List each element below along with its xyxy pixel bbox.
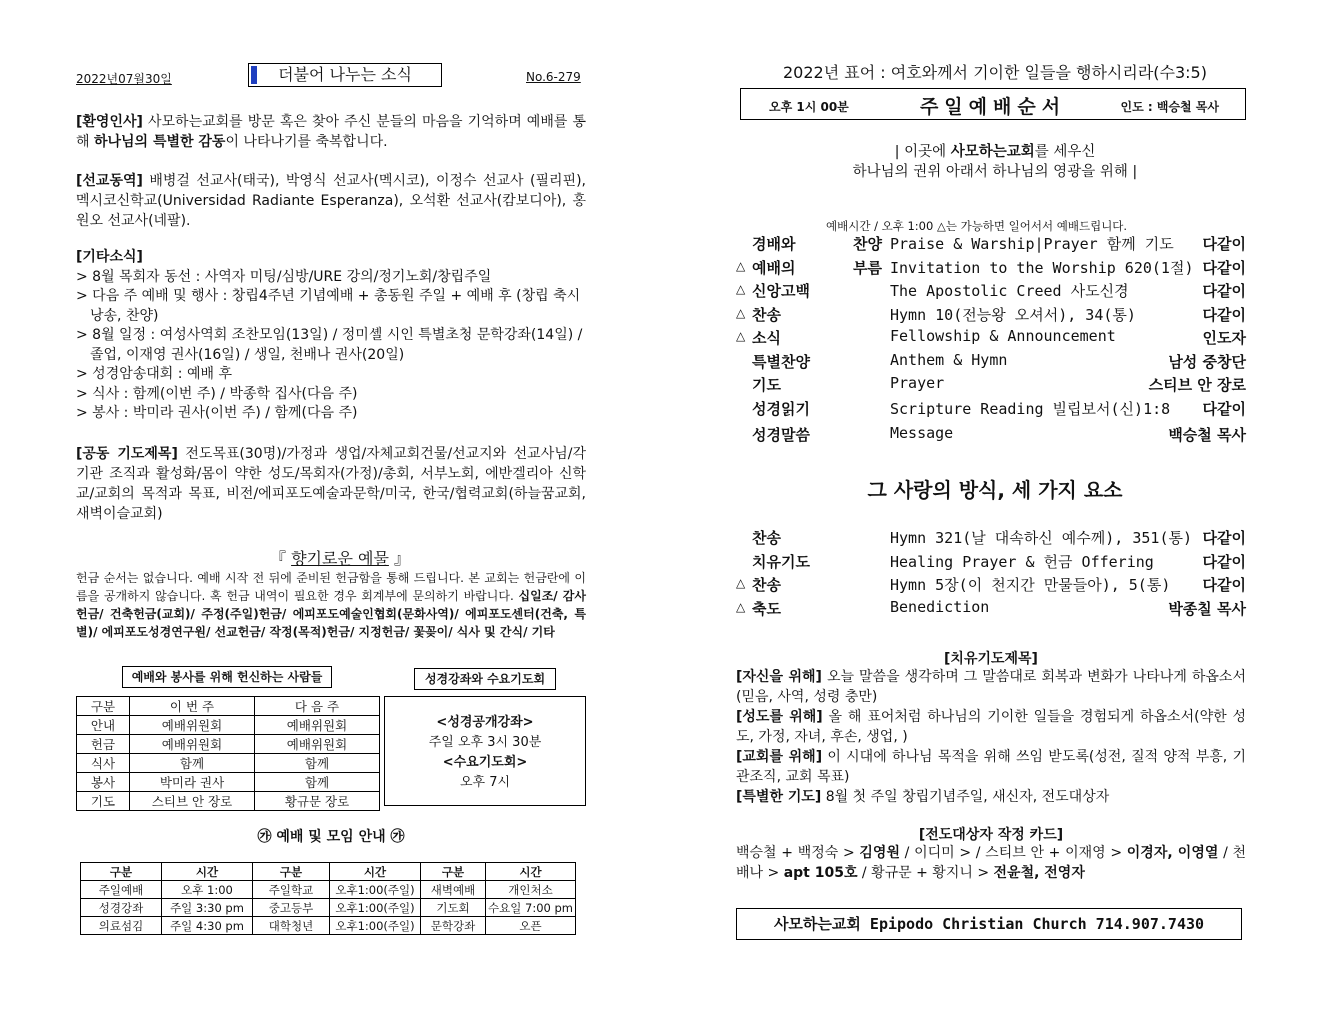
- worship-order-name: 기도: [752, 376, 781, 394]
- worship-order-row: [736, 257, 1246, 280]
- healing-label: [교회를 위해]: [736, 749, 823, 765]
- table-cell: 새벽예배: [421, 881, 486, 899]
- worship-stand-mark: △: [736, 305, 746, 320]
- table-cell: 함께: [255, 773, 380, 792]
- prayer-label: [공동 기도제목]: [76, 446, 178, 462]
- table-cell: 예배위원회: [255, 716, 380, 735]
- table-cell: 수요일 7:00 pm: [486, 899, 576, 917]
- worship-order-leader: 다같이: [1202, 258, 1246, 277]
- offering-types: 십일조/ 감사헌금/ 건축헌금(교회)/ 주정(주일)헌금/ 에피포도예술인협회(문화사역)/ 에피포도센터(건축, 특별)/ 에피포도성경연구원/ 선교헌금/ 작정(목적)헌금/ 지정헌금/ 꽃꽂이/ 식사 및 간식/ 기타: [76, 589, 586, 639]
- card-text: / 황규문 + 황지니 >: [857, 865, 994, 881]
- evangelism-card: [736, 843, 1246, 883]
- verse1-church: 사모하는교회: [950, 144, 1035, 160]
- healing-item: [736, 787, 1246, 807]
- worship-order-row: [736, 374, 1246, 397]
- worship-order-leader: 다같이: [1202, 235, 1246, 253]
- worship-order-leader: 백승철 목사: [1168, 426, 1246, 444]
- wednesday-prayer-title: <수요기도회>: [442, 755, 528, 770]
- bible-label: 성경강좌와 수요기도회: [414, 668, 556, 690]
- mission-section: [76, 171, 586, 231]
- worship-order-leader: 다같이: [1202, 552, 1246, 571]
- other-news-label: [기타소식]: [76, 249, 143, 265]
- table-header: 이 번 주: [130, 697, 255, 716]
- worship-order-name: 찬송: [752, 576, 781, 594]
- table-row: [77, 754, 380, 773]
- table-row: [81, 917, 576, 935]
- card-title: [전도대상자 작정 카드]: [918, 827, 1064, 843]
- worship-order-leader: 다같이: [1202, 576, 1246, 594]
- worship-order-leader: 다같이: [1202, 399, 1246, 418]
- worship-order-name: 신앙고백: [752, 282, 810, 300]
- worship-order-row: [736, 280, 1246, 303]
- verse1-start: | 이곳에: [894, 144, 951, 160]
- worship-order-name: 소식: [752, 329, 781, 347]
- wednesday-prayer-time: 오후 7시: [459, 775, 511, 790]
- table-cell: 오후1:00(주일): [330, 917, 421, 935]
- worship-order-leader: 다같이: [1202, 282, 1246, 300]
- table-row: [81, 881, 576, 899]
- worship-order-name: 찬송: [752, 305, 781, 324]
- prayer-text: 전도목표(30명)/가정과 생업/자체교회건물/선교지와 선교사님/각 기관 조직과 활성화/몸이 약한 성도/목회자(가정)/총회, 서부노회, 에반겔리아 신학교/교회의 목적과 목표, 비전/에피포도예술과문학/미국, 한국/협력교회(하늘꿈교회, 새벽이슬교회): [76, 446, 586, 522]
- card-target: 김영원: [859, 845, 900, 861]
- table-cell: 기도: [77, 792, 130, 811]
- worship-stand-mark: △: [736, 258, 746, 273]
- worship-order-desc: Invitation to the Worship 620(1절): [890, 258, 1194, 277]
- table-cell: 식사: [77, 754, 130, 773]
- worship-order-row: [736, 398, 1246, 421]
- healing-text: 오늘 말씀을 생각하며 그 말씀대로 회복과 변화가 나타나게 하옵소서(믿음, 사역, 성령 충만): [736, 669, 1246, 705]
- meetings-table: [80, 862, 576, 935]
- table-cell: 황규문 장로: [255, 792, 380, 811]
- table-cell: 오후1:00(주일): [330, 899, 421, 917]
- healing-text: 이 시대에 하나님 목적을 위해 쓰임 받도록(성전, 질적 양적 부흥, 기관조직, 교회 목표): [736, 749, 1246, 785]
- table-cell: 함께: [255, 754, 380, 773]
- issue-number: No.6-279: [526, 70, 581, 84]
- welcome-section: [76, 112, 586, 152]
- table-cell: 오후1:00(주일): [330, 881, 421, 899]
- worship-order-row: [736, 351, 1246, 374]
- bible-lecture-title: <성경공개강좌>: [436, 715, 534, 730]
- healing-text: 8월 첫 주일 창립기념주일, 새신자, 전도대상자: [821, 789, 1110, 805]
- worship-order-desc: Benediction: [890, 597, 990, 616]
- table-cell: 기도회: [421, 899, 486, 917]
- list-item: > 8월 목회자 동선 : 사역자 미팅/심방/URE 강의/정기노회/창립주일: [76, 268, 492, 285]
- worship-order-desc: Praise & Warship|Prayer 함께 기도: [890, 235, 1174, 253]
- worship-order-name: 성경읽기: [752, 399, 810, 418]
- worship-order-name: 찬송: [752, 529, 781, 547]
- list-item: > 식사 : 함께(이번 주) / 박종학 집사(다음 주): [76, 385, 358, 402]
- healing-item: [736, 747, 1246, 787]
- card-text: / 천배나 >: [736, 845, 1247, 881]
- table-cell: 박미라 권사: [130, 773, 255, 792]
- healing-item: [736, 707, 1246, 747]
- bible-study-box: [384, 696, 586, 806]
- table-cell: 예배위원회: [130, 716, 255, 735]
- worship-title: 주일예배순서: [919, 96, 1067, 118]
- table-cell: 주일 4:30 pm: [162, 917, 253, 935]
- servers-label: 예배와 봉사를 위해 헌신하는 사람들: [122, 666, 332, 688]
- worship-order-row: [736, 527, 1246, 550]
- worship-order-name: 치유기도: [752, 552, 810, 571]
- table-cell: 안내: [77, 716, 130, 735]
- welcome-text1: 사모하는교회를 방문 혹은 찾아 주신 분들의 마음을 기억하며 예배를 통해: [76, 114, 586, 150]
- worship-order-row: [736, 551, 1246, 574]
- worship-order-row: [736, 598, 1246, 621]
- worship-order-desc: Anthem & Hymn: [890, 350, 1008, 369]
- welcome-text2: 이 나타나기를 축복합니다.: [225, 134, 388, 150]
- worship-order-leader: 다같이: [1202, 529, 1246, 547]
- worship-stand-mark: △: [736, 282, 746, 296]
- table-header: 구분: [253, 863, 330, 881]
- prayer-section: [76, 444, 586, 524]
- news-title-box: [248, 63, 442, 87]
- offering-text: [76, 569, 586, 641]
- mission-label: [선교동역]: [76, 173, 143, 189]
- worship-order-leader: 박종칠 목사: [1168, 599, 1246, 618]
- table-cell: 봉사: [77, 773, 130, 792]
- table-cell: 주일 3:30 pm: [162, 899, 253, 917]
- list-item: > 봉사 : 박미라 권사(이번 주) / 함께(다음 주): [76, 405, 358, 421]
- worship-order-row: [736, 574, 1246, 597]
- worship-order-row: [736, 327, 1246, 350]
- table-cell: 의료섬김: [81, 917, 162, 935]
- offering-bracket-open: 『: [269, 549, 286, 568]
- meetings-title: ㉮ 예배 및 모임 안내 ㉮: [257, 829, 405, 845]
- worship-order-leader: 스티브 안 장로: [1148, 376, 1246, 394]
- table-cell: 중고등부: [253, 899, 330, 917]
- table-cell: 문학강좌: [421, 917, 486, 935]
- table-header-row: [77, 697, 380, 716]
- table-cell: 주일학교: [253, 881, 330, 899]
- table-cell: 함께: [130, 754, 255, 773]
- healing-label: [특별한 기도]: [736, 789, 822, 805]
- worship-order-name: 경배와 찬양: [752, 235, 882, 253]
- table-cell: 대학청년: [253, 917, 330, 935]
- verse-line-1: [740, 140, 1250, 161]
- servers-table: [76, 696, 380, 811]
- table-header: 구분: [421, 863, 486, 881]
- bulletin-date: 2022년07월30일: [76, 72, 172, 86]
- table-row: [77, 716, 380, 735]
- card-text: 백승철 + 백정숙 >: [736, 845, 860, 861]
- table-cell: 성경강좌: [81, 899, 162, 917]
- worship-order-row: [736, 233, 1246, 256]
- year-motto: 2022년 표어 : 여호와께서 기이한 일들을 행하시리라(수3:5): [783, 63, 1207, 82]
- table-row: [77, 735, 380, 754]
- healing-label: [성도를 위해]: [736, 709, 823, 725]
- welcome-bold: 하나님의 특별한 감동: [93, 134, 226, 150]
- list-item: > 8월 일정 : 여성사역회 조찬모임(13일) / 정미셸 시인 특별초청 문학강좌(14일) / 졸업, 이재영 권사(16일) / 생일, 천배나 권사(20일): [76, 327, 583, 363]
- worship-stand-mark: △: [736, 599, 746, 614]
- bible-lecture-time: 주일 오후 3시 30분: [428, 735, 542, 750]
- table-header: 구분: [81, 863, 162, 881]
- title-accent-bar: [251, 66, 257, 84]
- card-target: 전윤철, 전영자: [993, 865, 1085, 881]
- news-title: 더불어 나누는 소식: [278, 65, 412, 84]
- offering-title: [240, 546, 440, 569]
- welcome-label: [환영인사]: [76, 114, 143, 130]
- card-target: 이경자, 이영열: [1126, 845, 1219, 861]
- worship-order-desc: Fellowship & Announcement: [890, 327, 1116, 345]
- mission-text: 배병걸 선교사(태국), 박영식 선교사(멕시코), 이정수 선교사 (필리핀), 멕시코신학교(Universidad Radiante Esperanza), 오석환 선교사(캄보디아), 홍원오 선교사(네팔).: [76, 173, 586, 229]
- card-text: / 이디미 > / 스티브 안 + 이재영 >: [899, 845, 1127, 861]
- worship-order-leader: 인도자: [1202, 329, 1246, 347]
- worship-order-desc: Hymn 10(전능왕 오셔서), 34(통): [890, 305, 1136, 324]
- offering-desc: 헌금 순서는 없습니다. 예배 시작 전 뒤에 준비된 헌금함을 통해 드립니다. 본 교회는 헌금란에 이름을 공개하지 않습니다. 혹 헌금 내역이 필요한 경우 회계부에 문의하기 바랍니다.: [76, 571, 586, 603]
- healing-title: [치유기도제목]: [944, 651, 1038, 667]
- list-item: > 성경암송대회 : 예배 후: [76, 366, 232, 382]
- table-row: [81, 899, 576, 917]
- table-cell: 예배위원회: [255, 735, 380, 754]
- worship-note: 예배시간 / 오후 1:00 △는 가능하면 일어서서 예배드립니다.: [826, 219, 1128, 233]
- table-header: 시간: [486, 863, 576, 881]
- table-row: [77, 773, 380, 792]
- worship-stand-mark: △: [736, 576, 746, 590]
- list-item: > 다음 주 예배 및 행사 : 창립4주년 기념예배 + 총동원 주일 + 예배 후 (창립 축시낭송, 찬양): [76, 288, 581, 324]
- worship-order-desc: The Apostolic Creed 사도신경: [890, 282, 1129, 300]
- sermon-title: 그 사랑의 방식, 세 가지 요소: [867, 478, 1123, 502]
- table-cell: 스티브 안 장로: [130, 792, 255, 811]
- offering-title-text: 향기로운 예물: [291, 549, 389, 568]
- healing-label: [자신을 위해]: [736, 669, 822, 685]
- verse1-end: 를 세우신: [1034, 144, 1096, 160]
- worship-order-desc: Scripture Reading 빌립보서(신)1:8: [890, 399, 1171, 418]
- table-cell: 헌금: [77, 735, 130, 754]
- verse-line-2: 하나님의 권위 아래서 하나님의 영광을 위해 |: [852, 164, 1138, 180]
- worship-time: 오후 1시 00분: [769, 100, 849, 114]
- worship-order-row: [736, 304, 1246, 327]
- worship-header-box: [740, 88, 1246, 120]
- worship-order-name: 성경말씀: [752, 426, 810, 444]
- table-cell: 주일예배: [81, 881, 162, 899]
- worship-leader: 인도 : 백승철 목사: [1120, 100, 1219, 114]
- healing-item: [736, 667, 1246, 707]
- card-target: apt 105호: [783, 865, 858, 881]
- worship-order-desc: Hymn 5장(이 천지간 만물들아), 5(통): [890, 576, 1171, 594]
- worship-order-leader: 남성 중창단: [1168, 352, 1246, 371]
- worship-order-leader: 다같이: [1202, 305, 1246, 324]
- table-cell: 오후 1:00: [162, 881, 253, 899]
- worship-order-row: [736, 424, 1246, 447]
- worship-order-name: 특별찬양: [752, 352, 810, 371]
- table-header-row: [81, 863, 576, 881]
- healing-prayers: [736, 667, 1246, 807]
- offering-bracket-close: 』: [394, 549, 411, 568]
- table-header: 다 음 주: [255, 697, 380, 716]
- worship-order-desc: Message: [890, 424, 954, 442]
- table-cell: 개인처소: [486, 881, 576, 899]
- table-cell: 예배위원회: [130, 735, 255, 754]
- worship-order-desc: Prayer: [890, 374, 945, 392]
- table-cell: 오픈: [486, 917, 576, 935]
- healing-text: 올 해 표어처럼 하나님의 기이한 일들을 경험되게 하옵소서(약한 성도, 가정, 자녀, 후손, 생업, ): [736, 709, 1246, 745]
- worship-order-desc: Healing Prayer & 헌금 Offering: [890, 552, 1154, 571]
- table-header: 시간: [330, 863, 421, 881]
- table-header: 시간: [162, 863, 253, 881]
- table-header: 구분: [77, 697, 130, 716]
- worship-order-name: 축도: [752, 599, 781, 618]
- worship-stand-mark: △: [736, 329, 746, 343]
- table-row: [77, 792, 380, 811]
- church-footer: 사모하는교회 Epipodo Christian Church 714.907.7430: [736, 908, 1242, 940]
- worship-order-name: 예배의 부름: [752, 258, 882, 277]
- other-news-section: [76, 248, 586, 424]
- worship-order-desc: Hymn 321(날 대속하신 예수께), 351(통): [890, 529, 1192, 547]
